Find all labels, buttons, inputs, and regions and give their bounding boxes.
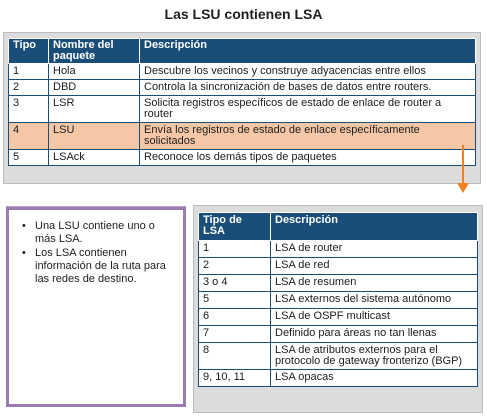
table-row bbox=[199, 292, 478, 309]
lsa-types-table bbox=[198, 212, 478, 387]
cell-tipo: 6 bbox=[199, 309, 271, 326]
table-row bbox=[199, 241, 478, 258]
cell-descripcion: Reconoce los demás tipos de paquetes bbox=[140, 150, 476, 166]
down-arrow-icon bbox=[453, 145, 473, 195]
table-row bbox=[199, 370, 478, 387]
cell-tipo: 2 bbox=[9, 80, 49, 96]
cell-tipo: 7 bbox=[199, 326, 271, 343]
table-row bbox=[199, 343, 478, 370]
cell-tipo: 3 bbox=[9, 96, 49, 123]
table-row bbox=[9, 96, 476, 123]
header-tipo-lsa: Tipo de LSA bbox=[199, 213, 271, 241]
header-descripcion: Descripción bbox=[140, 39, 476, 64]
cell-descripcion: LSA de OSPF multicast bbox=[271, 309, 478, 326]
table-row bbox=[9, 80, 476, 96]
cell-descripcion: Controla la sincronización de bases de datos entre routers. bbox=[140, 80, 476, 96]
cell-descripcion: LSA de resumen bbox=[271, 275, 478, 292]
cell-descripcion: Envía los registros de estado de enlace específicamente solicitados bbox=[140, 123, 476, 150]
list-item bbox=[22, 220, 183, 246]
page-title: Las LSU contienen LSA bbox=[164, 6, 323, 22]
cell-nombre: DBD bbox=[49, 80, 140, 96]
table-row-highlighted bbox=[9, 123, 476, 150]
cell-tipo: 1 bbox=[199, 241, 271, 258]
table-row bbox=[199, 309, 478, 326]
cell-descripcion: Definido para áreas no tan llenas bbox=[271, 326, 478, 343]
list-item bbox=[22, 247, 183, 286]
table-row bbox=[199, 258, 478, 275]
cell-descripcion: LSA opacas bbox=[271, 370, 478, 387]
note-text: Una LSU contiene uno o más LSA. bbox=[35, 220, 155, 245]
cell-tipo: 9, 10, 11 bbox=[199, 370, 271, 387]
header-nombre: Nombre del paquete bbox=[49, 39, 140, 64]
cell-tipo: 3 o 4 bbox=[199, 275, 271, 292]
cell-tipo: 2 bbox=[199, 258, 271, 275]
cell-descripcion: LSA de router bbox=[271, 241, 478, 258]
cell-tipo: 5 bbox=[9, 150, 49, 166]
cell-descripcion: Solicita registros específicos de estado de enlace de router a router bbox=[140, 96, 476, 123]
cell-descripcion: LSA de red bbox=[271, 258, 478, 275]
bullet-icon: • bbox=[22, 220, 26, 232]
cell-tipo: 1 bbox=[9, 64, 49, 80]
header-tipo: Tipo bbox=[9, 39, 49, 64]
cell-nombre: Hola bbox=[49, 64, 140, 80]
cell-nombre: LSAck bbox=[49, 150, 140, 166]
table-row bbox=[9, 64, 476, 80]
note-box bbox=[6, 207, 186, 407]
table-row bbox=[199, 326, 478, 343]
cell-nombre: LSR bbox=[49, 96, 140, 123]
cell-descripcion: LSA externos del sistema autónomo bbox=[271, 292, 478, 309]
cell-nombre: LSU bbox=[49, 123, 140, 150]
table-header-row bbox=[199, 213, 478, 241]
cell-tipo: 5 bbox=[199, 292, 271, 309]
note-text: Los LSA contienen información de la ruta para las redes de destino. bbox=[35, 247, 166, 285]
cell-tipo: 4 bbox=[9, 123, 49, 150]
cell-tipo: 8 bbox=[199, 343, 271, 370]
bullet-icon: • bbox=[22, 247, 26, 259]
table-row bbox=[199, 275, 478, 292]
cell-descripcion: Descubre los vecinos y construye adyacencias entre ellos bbox=[140, 64, 476, 80]
note-list bbox=[9, 220, 183, 286]
header-descripcion: Descripción bbox=[271, 213, 478, 241]
ospf-packet-table bbox=[8, 38, 476, 166]
cell-descripcion: LSA de atributos externos para el protocolo de gateway fronterizo (BGP) bbox=[271, 343, 478, 370]
table-row bbox=[9, 150, 476, 166]
table-header-row bbox=[9, 39, 476, 64]
